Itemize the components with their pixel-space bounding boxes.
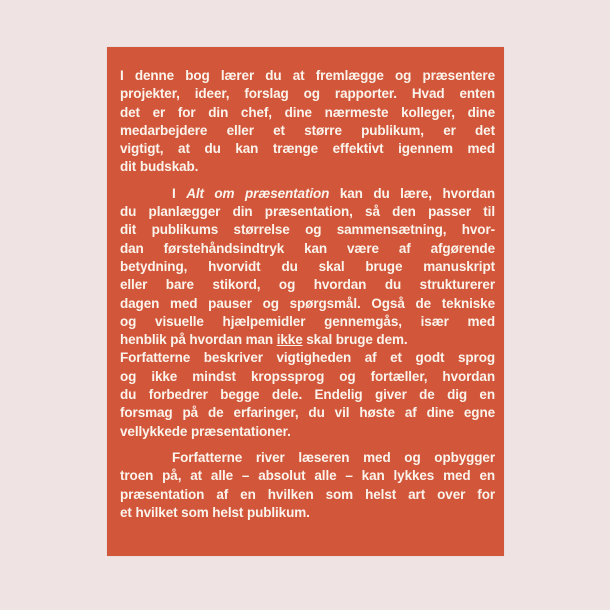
paragraph-3 xyxy=(120,349,495,440)
text-line: I denne bog lærer du at fremlægge og præsentere xyxy=(120,68,495,83)
text-line: Forfatterne river læseren med og opbygger xyxy=(172,449,495,465)
text-line: I Alt om præsentation kan du lære, hvordan xyxy=(172,185,496,201)
text-line: forsmag på de erfaringer, du vil høste af dine egne xyxy=(120,405,495,421)
text-line: præsentation af en hvilken som helst art over for xyxy=(120,486,495,502)
text-line: Forfatterne beskriver vigtigheden af et godt sprog xyxy=(120,350,495,366)
blurb-text xyxy=(120,67,495,522)
text-line: eller bare stikord, og hvordan du strukturerer xyxy=(120,277,495,293)
underlined-word: ikke xyxy=(276,332,303,348)
paragraph-2 xyxy=(120,185,495,350)
text-line: medarbejdere eller et større publikum, er det xyxy=(120,122,495,138)
paragraph-1 xyxy=(120,67,495,177)
text-line: det er for din chef, dine nærmeste kolleger, dine xyxy=(120,104,495,120)
text-line: og visuelle hjælpemidler gennemgås, især med xyxy=(120,313,495,329)
text-line: troen på, at alle – absolut alle – kan lykkes med en xyxy=(120,468,495,484)
text-line: vigtigt, at du kan trænge effektivt igennem med xyxy=(120,141,495,157)
back-cover xyxy=(107,47,504,556)
text-line: dagen med pauser og spørgsmål. Også de tekniske xyxy=(120,295,495,311)
text-line: og ikke mindst kropssprog og fortæller, hvordan xyxy=(120,368,495,384)
text-line: dan førstehåndsindtryk kan være af afgørende xyxy=(120,240,495,256)
paragraph-4 xyxy=(120,449,495,522)
text-line: vellykkede præsentationer. xyxy=(120,423,291,439)
text-line: betydning, hvorvidt du skal bruge manuskript xyxy=(120,258,495,274)
text-line: et hvilket som helst publikum. xyxy=(120,504,310,520)
text-line: du planlægger din præsentation, så den passer til xyxy=(120,204,495,220)
text-line: henblik på hvordan man ikke skal bruge dem. xyxy=(120,332,408,348)
text-line: dit publikums størrelse og sammensætning, hvor- xyxy=(120,222,495,238)
text-line: projekter, ideer, forslag og rapporter. Hvad enten xyxy=(120,86,495,102)
book-title: Alt om præsentation xyxy=(186,185,330,201)
text-line: dit budskab. xyxy=(120,159,199,175)
text-line: du forbedrer begge dele. Endelig giver de dig en xyxy=(120,387,495,403)
